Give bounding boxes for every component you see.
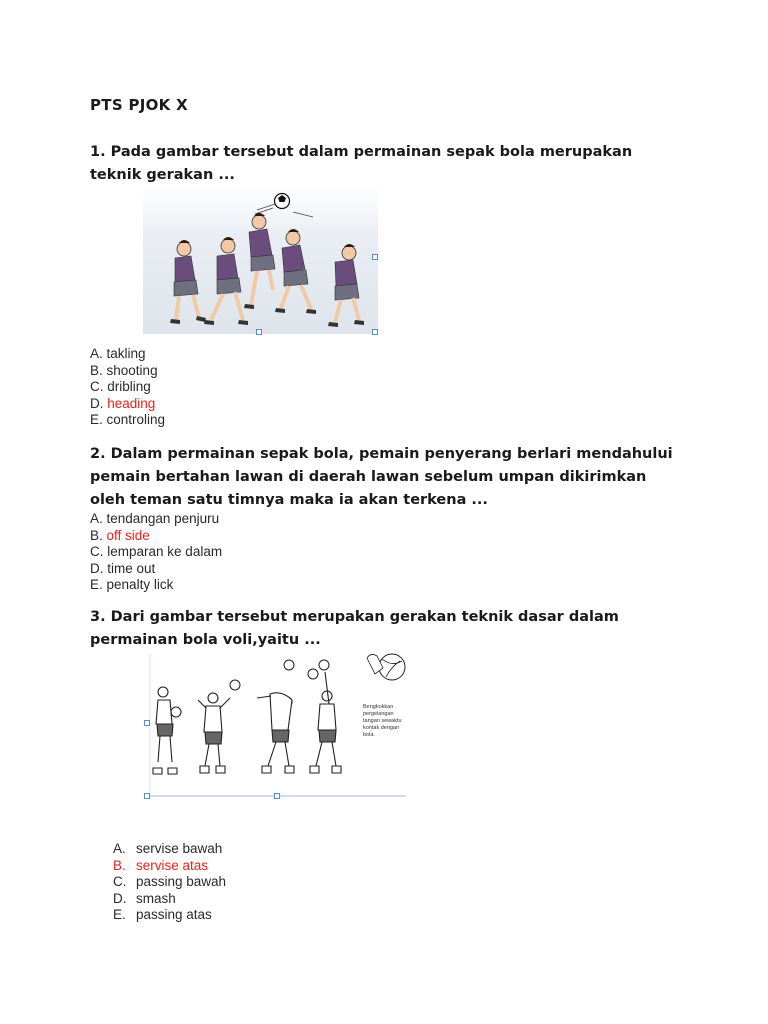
option-c[interactable]: C. lemparan ke dalam xyxy=(90,544,223,560)
figure-caption-line-2: pergelangan xyxy=(363,711,394,717)
option-a[interactable]: A. servise bawah xyxy=(113,841,223,856)
figure-caption-line-4: kontak dengan xyxy=(363,725,400,731)
option-d-correct[interactable]: D. heading xyxy=(90,395,156,411)
question-3 xyxy=(90,606,690,652)
page-title: PTS PJOK X xyxy=(90,96,188,114)
question-1-options xyxy=(90,346,165,429)
football-heading-figure xyxy=(143,186,378,334)
resize-handle xyxy=(372,254,378,260)
resize-handle xyxy=(144,793,150,799)
option-b[interactable]: B. shooting xyxy=(90,362,158,378)
question-1-line-2: teknik gerakan ... xyxy=(90,167,235,183)
figure-caption-line-5: bola. xyxy=(363,732,375,738)
question-3-line-1: 3. Dari gambar tersebut merupakan gerakan teknik dasar dalam xyxy=(90,609,619,625)
option-c[interactable]: C. passing bawah xyxy=(113,874,227,890)
option-b-correct[interactable]: B. servise atas xyxy=(113,857,209,873)
football-heading-illustration xyxy=(143,186,378,334)
question-3-options xyxy=(113,841,226,924)
resize-handle xyxy=(372,329,378,335)
question-2-line-2: pemain bertahan lawan di daerah lawan sebelum umpan dikirimkan xyxy=(90,469,647,485)
figure-caption-line-1: Bengkokkan xyxy=(363,704,394,710)
option-e[interactable]: E. controling xyxy=(90,412,166,428)
option-e[interactable]: E. passing atas xyxy=(113,907,212,923)
resize-handle xyxy=(256,329,262,335)
resize-handle xyxy=(144,720,150,726)
question-1-line-1: 1. Pada gambar tersebut dalam permainan sepak bola merupakan xyxy=(90,144,633,160)
question-2-line-3: oleh teman satu timnya maka ia akan terkena ... xyxy=(90,492,488,508)
resize-handle xyxy=(274,793,280,799)
figure-caption-line-3: tangan sewaktu xyxy=(363,718,402,724)
question-1 xyxy=(90,141,690,187)
question-2 xyxy=(90,443,690,512)
volleyball-serve-figure xyxy=(146,650,410,798)
question-2-line-1: 2. Dalam permainan sepak bola, pemain penyerang berlari mendahului xyxy=(90,446,673,462)
option-e[interactable]: E. penalty lick xyxy=(90,577,174,593)
question-3-line-2: permainan bola voli,yaitu ... xyxy=(90,632,321,648)
option-a[interactable]: A. takling xyxy=(90,346,146,361)
question-2-options xyxy=(90,511,222,594)
option-c[interactable]: C. dribling xyxy=(90,379,151,395)
option-a[interactable]: A. tendangan penjuru xyxy=(90,511,220,526)
option-d[interactable]: D. smash xyxy=(113,890,176,906)
option-d[interactable]: D. time out xyxy=(90,560,156,576)
volleyball-serve-illustration xyxy=(146,650,410,798)
option-b-correct[interactable]: B. off side xyxy=(90,527,150,543)
